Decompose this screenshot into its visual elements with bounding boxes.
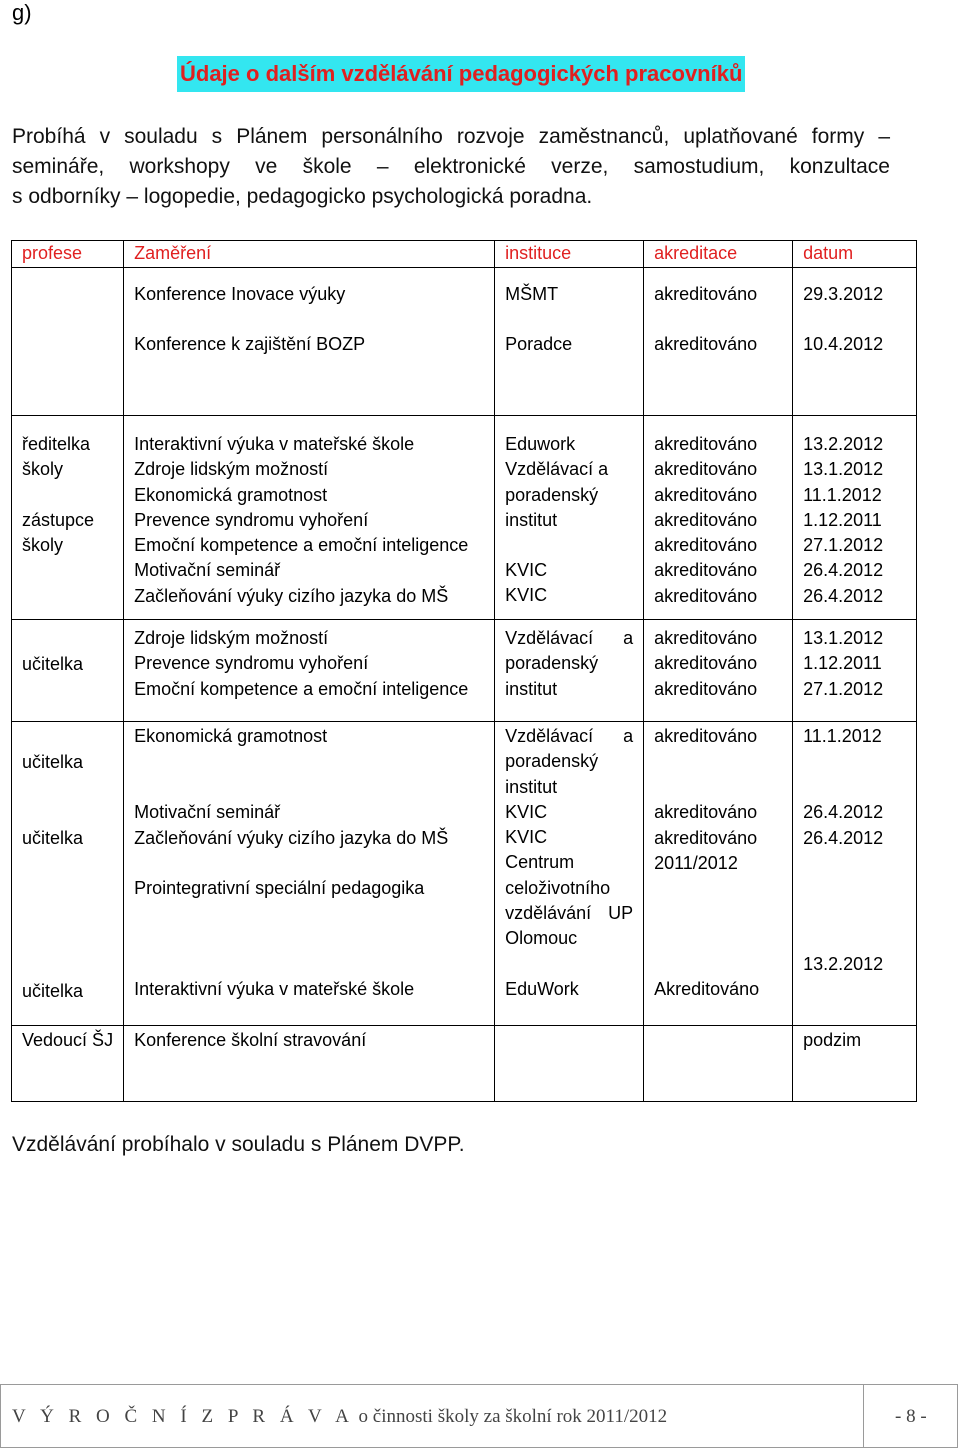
institution-item: vzdělávání UP	[505, 903, 634, 924]
course-item: Prevence syndromu vyhoření	[134, 509, 369, 530]
course-item: Zdroje lidským možností	[134, 459, 329, 480]
table-row	[12, 416, 917, 620]
cell-institution	[495, 416, 644, 620]
date-item: 10.4.2012	[803, 334, 884, 355]
date-item: 11.1.2012	[803, 726, 882, 746]
course-item: Motivační seminář	[134, 802, 281, 823]
cell-date	[793, 268, 917, 416]
cell-accreditation	[644, 268, 793, 416]
accreditation-item: akreditováno	[654, 628, 758, 648]
date-item: 13.2.2012	[803, 434, 884, 454]
cell-courses	[124, 268, 495, 416]
profession-item: zástupce	[22, 509, 95, 530]
report-title: V Ý R O Č N Í Z P R Á V A	[12, 1406, 354, 1427]
cell-accreditation	[644, 416, 793, 620]
course-item: Prevence syndromu vyhoření	[134, 653, 369, 674]
accreditation-item: akreditováno	[654, 560, 758, 581]
date-item: 13.2.2012	[803, 953, 884, 974]
accreditation-item: akreditováno	[654, 653, 758, 674]
profession-item: učitelka	[22, 654, 84, 674]
footer-report-title	[12, 1406, 667, 1428]
course-item: Konference školní stravování	[134, 1030, 367, 1050]
date-item: 27.1.2012	[803, 678, 884, 699]
accreditation-item: akreditováno	[654, 726, 758, 746]
date-item: 29.3.2012	[803, 284, 884, 304]
date-item: 1.12.2011	[803, 509, 882, 530]
cell-courses	[124, 1026, 495, 1102]
institution-item: KVIC	[505, 560, 548, 581]
cell-date	[793, 1026, 917, 1102]
course-item: Začleňování výuky cizího jazyka do MŠ	[134, 827, 449, 848]
accreditation-item: akreditováno	[654, 585, 758, 606]
course-item: Interaktivní výuka v mateřské škole	[134, 979, 415, 1000]
header-zamereni: Zaměření	[124, 241, 495, 268]
intro-paragraph	[12, 122, 890, 212]
institution-item: poradenský	[505, 751, 599, 772]
course-item: Emoční kompetence a emoční inteligence	[134, 678, 469, 699]
cell-profession	[12, 268, 124, 416]
cell-profession	[12, 722, 124, 1026]
institution-item: poradenský	[505, 653, 599, 674]
institution-item: Olomouc	[505, 928, 578, 949]
date-item: 1.12.2011	[803, 653, 882, 674]
accreditation-item: akreditováno	[654, 802, 758, 823]
intro-line: semináře, workshopy ve škole – elektronické verze, samostudium, konzultace	[12, 155, 890, 178]
institution-item: Vzdělávací a	[505, 726, 634, 746]
accreditation-item: Akreditováno	[654, 979, 760, 1000]
cell-date	[793, 620, 917, 722]
accreditation-item: akreditováno	[654, 334, 758, 355]
header-profese: profese	[12, 241, 124, 268]
institution-item: Vzdělávací a	[505, 459, 609, 480]
accreditation-item: akreditováno	[654, 459, 758, 480]
table-row	[12, 268, 917, 416]
institution-item: KVIC	[505, 827, 548, 848]
cell-date	[793, 722, 917, 1026]
institution-item: institut	[505, 776, 558, 797]
course-item: Zdroje lidským možností	[134, 628, 329, 648]
header-akreditace: akreditace	[644, 241, 793, 268]
table-header-row	[12, 241, 917, 268]
accreditation-item: akreditováno	[654, 434, 758, 454]
date-item: 26.4.2012	[803, 802, 884, 823]
course-item: Ekonomická gramotnost	[134, 484, 328, 505]
section-marker: g)	[12, 0, 32, 25]
profession-item: Vedoucí ŠJ	[22, 1030, 114, 1050]
cell-institution	[495, 268, 644, 416]
cell-accreditation	[644, 722, 793, 1026]
course-item: Začleňování výuky cizího jazyka do MŠ	[134, 585, 449, 606]
page-number: - 8 -	[895, 1406, 927, 1427]
institution-item: Eduwork	[505, 434, 576, 454]
course-item: Konference k zajištění BOZP	[134, 334, 366, 355]
closing-sentence: Vzdělávání probíhalo v souladu s Plánem DVPP.	[12, 1133, 465, 1156]
cell-courses	[124, 416, 495, 620]
table-row	[12, 620, 917, 722]
date-item: 26.4.2012	[803, 827, 884, 848]
course-item: Ekonomická gramotnost	[134, 726, 328, 746]
cell-profession	[12, 620, 124, 722]
institution-item: poradenský	[505, 484, 599, 505]
accreditation-item: akreditováno	[654, 678, 758, 699]
intro-line: Probíhá v souladu s Plánem personálního rozvoje zaměstnanců, uplatňované formy –	[12, 125, 890, 148]
intro-line: s odborníky – logopedie, pedagogicko psychologická poradna.	[12, 185, 593, 208]
date-item: 13.1.2012	[803, 628, 884, 648]
cell-institution	[495, 620, 644, 722]
report-subtitle: o činnosti školy za školní rok 2011/2012	[358, 1406, 668, 1427]
profession-item: učitelka	[22, 752, 84, 772]
profession-item: učitelka	[22, 828, 84, 849]
profession-item: školy	[22, 459, 64, 480]
accreditation-item: akreditováno	[654, 827, 758, 848]
accreditation-item: akreditováno	[654, 535, 758, 556]
header-datum: datum	[793, 241, 917, 268]
accreditation-item: akreditováno	[654, 484, 758, 505]
institution-item: EduWork	[505, 978, 579, 999]
cell-profession	[12, 1026, 124, 1102]
course-item: Interaktivní výuka v mateřské škole	[134, 434, 415, 454]
cell-accreditation	[644, 620, 793, 722]
course-item: Prointegrativní speciální pedagogika	[134, 877, 425, 898]
date-item: 13.1.2012	[803, 459, 884, 480]
course-item: Konference Inovace výuky	[134, 284, 346, 304]
cell-institution	[495, 722, 644, 1026]
header-instituce: instituce	[495, 241, 644, 268]
profession-item: ředitelka	[22, 434, 91, 454]
course-item: Emoční kompetence a emoční inteligence	[134, 535, 469, 556]
institution-item: Poradce	[505, 334, 573, 355]
cell-accreditation	[644, 1026, 793, 1102]
institution-item: KVIC	[505, 585, 548, 606]
institution-item: Vzdělávací a	[505, 628, 634, 648]
accreditation-item: 2011/2012	[654, 852, 738, 873]
dvpp-table	[11, 240, 917, 1102]
cell-date	[793, 416, 917, 620]
institution-item: institut	[505, 509, 558, 530]
footer-divider	[863, 1384, 864, 1448]
institution-item: institut	[505, 678, 558, 699]
cell-institution	[495, 1026, 644, 1102]
profession-item: školy	[22, 534, 64, 555]
course-item: Motivační seminář	[134, 560, 281, 581]
cell-profession	[12, 416, 124, 620]
date-item: 11.1.2012	[803, 484, 882, 505]
accreditation-item: akreditováno	[654, 509, 758, 530]
section-title: Údaje o dalším vzdělávání pedagogických pracovníků	[177, 56, 745, 92]
institution-item: KVIC	[505, 801, 548, 822]
accreditation-item: akreditováno	[654, 284, 758, 304]
cell-courses	[124, 722, 495, 1026]
institution-item: MŠMT	[505, 284, 559, 304]
profession-item: učitelka	[22, 980, 84, 1001]
date-item: 26.4.2012	[803, 585, 884, 606]
table-row	[12, 722, 917, 1026]
institution-item: Centrum	[505, 852, 575, 873]
institution-item: celoživotního	[505, 877, 611, 898]
date-item: 27.1.2012	[803, 535, 884, 556]
date-item: 26.4.2012	[803, 560, 884, 581]
cell-courses	[124, 620, 495, 722]
table-row	[12, 1026, 917, 1102]
date-item: podzim	[803, 1030, 862, 1050]
